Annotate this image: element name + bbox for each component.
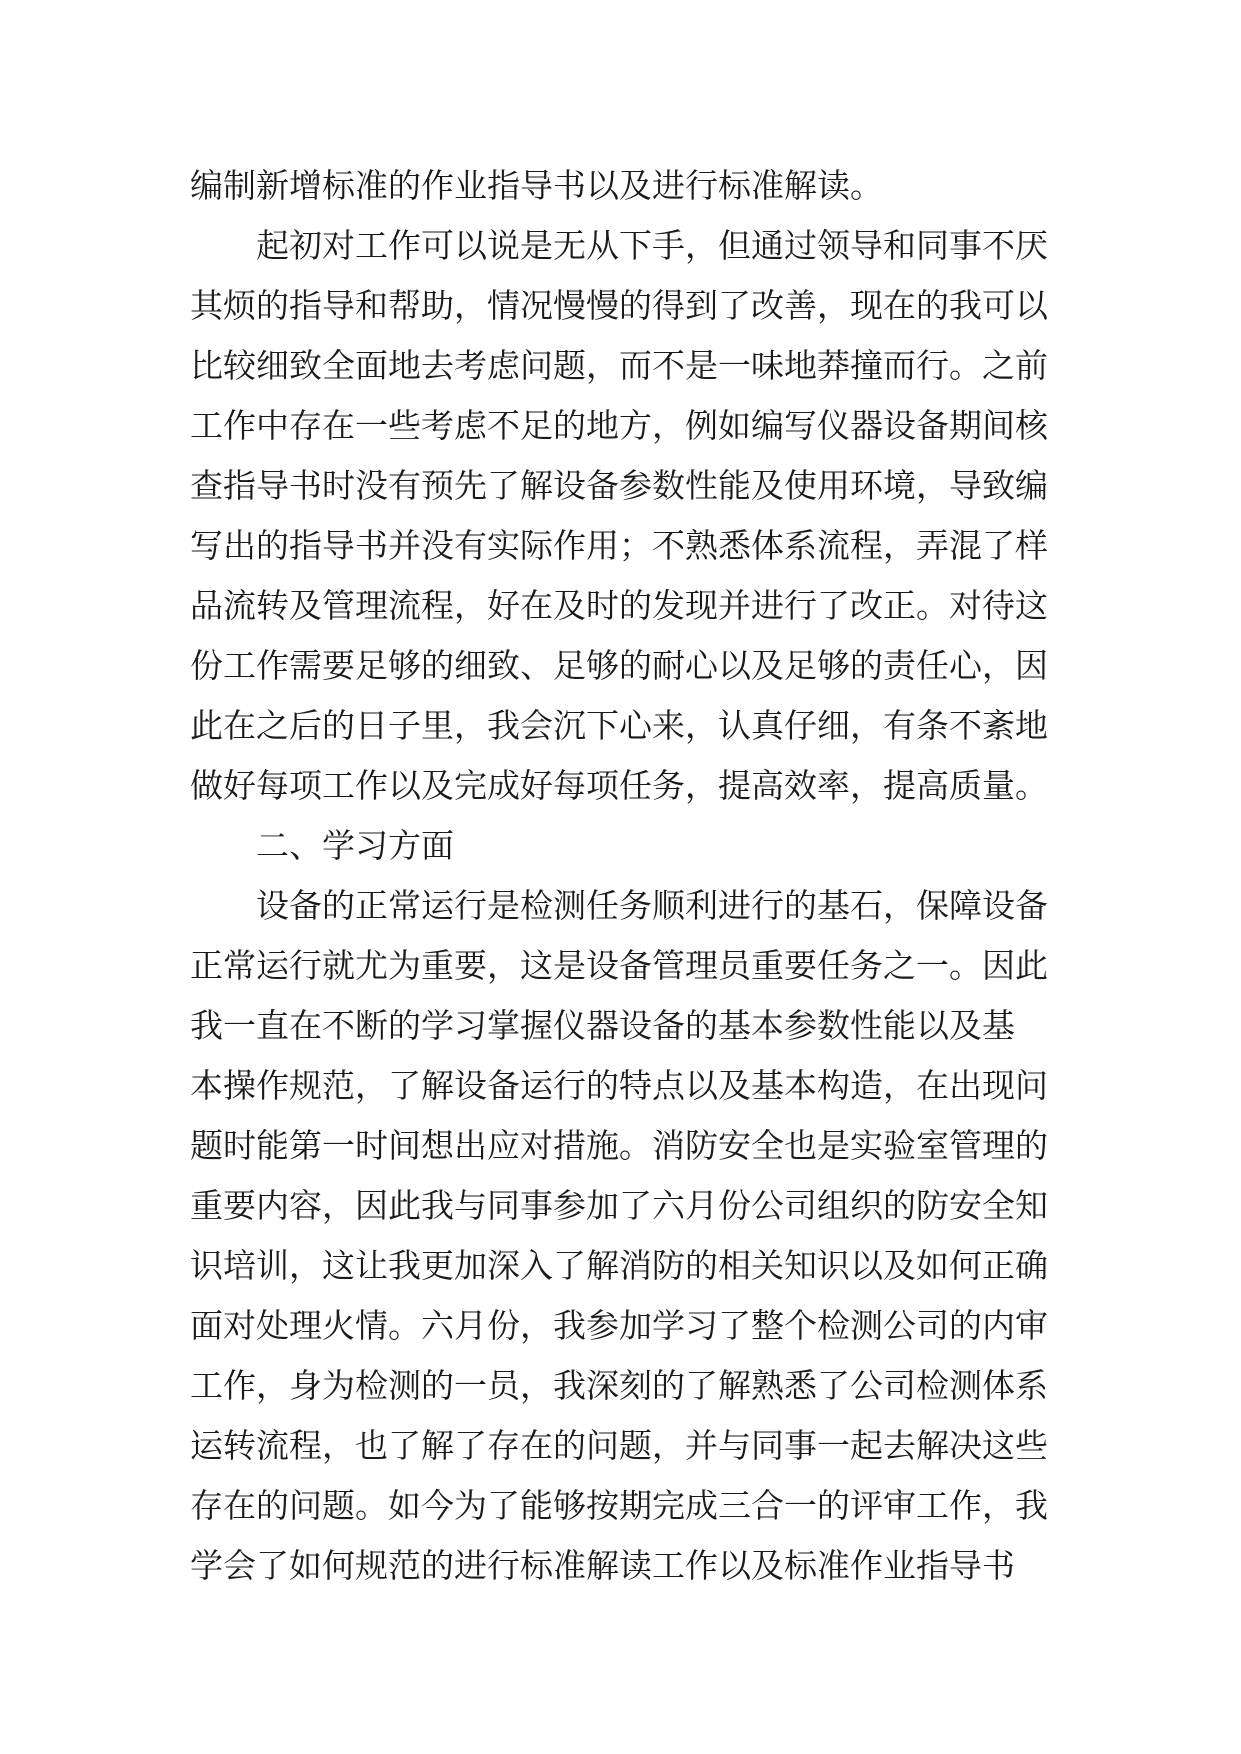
text-line: 查指导书时没有预先了解设备参数性能及使用环境，导致编	[190, 466, 1048, 505]
text-line: 份工作需要足够的细致、足够的耐心以及足够的责任心，因	[190, 646, 1048, 685]
text-line: 比较细致全面地去考虑问题，而不是一味地莽撞而行。之前	[190, 346, 1048, 385]
text-line: 二、学习方面	[256, 826, 454, 865]
text-line: 做好每项工作以及完成好每项任务，提高效率，提高质量。	[190, 766, 1048, 805]
text-line: 品流转及管理流程，好在及时的发现并进行了改正。对待这	[190, 586, 1048, 625]
text-line: 正常运行就尤为重要，这是设备管理员重要任务之一。因此	[190, 946, 1048, 985]
text-line: 识培训，这让我更加深入了解消防的相关知识以及如何正确	[190, 1246, 1048, 1285]
text-line: 编制新增标准的作业指导书以及进行标准解读。	[190, 166, 883, 205]
text-line: 存在的问题。如今为了能够按期完成三合一的评审工作，我	[190, 1486, 1048, 1525]
text-line: 本操作规范，了解设备运行的特点以及基本构造，在出现问	[190, 1066, 1048, 1105]
text-line: 学会了如何规范的进行标准解读工作以及标准作业指导书	[190, 1546, 1015, 1585]
text-line: 写出的指导书并没有实际作用；不熟悉体系流程，弄混了样	[190, 526, 1048, 565]
text-line: 面对处理火情。六月份，我参加学习了整个检测公司的内审	[190, 1306, 1048, 1345]
text-line: 其烦的指导和帮助，情况慢慢的得到了改善，现在的我可以	[190, 286, 1048, 325]
text-line: 我一直在不断的学习掌握仪器设备的基本参数性能以及基	[190, 1006, 1015, 1045]
text-line: 起初对工作可以说是无从下手，但通过领导和同事不厌	[256, 226, 1048, 265]
text-line: 此在之后的日子里，我会沉下心来，认真仔细，有条不紊地	[190, 706, 1048, 745]
text-line: 设备的正常运行是检测任务顺利进行的基石，保障设备	[256, 886, 1048, 925]
text-line: 运转流程，也了解了存在的问题，并与同事一起去解决这些	[190, 1426, 1048, 1465]
text-line: 工作，身为检测的一员，我深刻的了解熟悉了公司检测体系	[190, 1366, 1048, 1405]
text-line: 重要内容，因此我与同事参加了六月份公司组织的防安全知	[190, 1186, 1048, 1225]
text-line: 工作中存在一些考虑不足的地方，例如编写仪器设备期间核	[190, 406, 1048, 445]
document-body	[190, 156, 1060, 1596]
text-line: 题时能第一时间想出应对措施。消防安全也是实验室管理的	[190, 1126, 1048, 1165]
